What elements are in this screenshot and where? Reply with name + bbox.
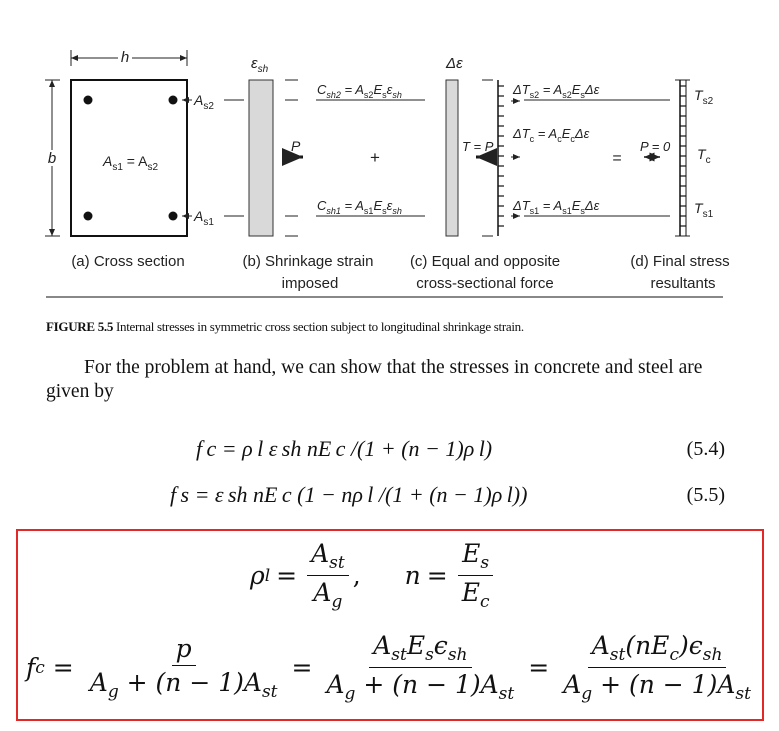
equals-sign: = <box>276 561 298 590</box>
delta-strain-bar <box>446 80 458 236</box>
caption-a: (a) Cross section <box>71 253 185 270</box>
figure-label: FIGURE 5.5 <box>46 319 114 334</box>
equation-5-5 <box>170 482 779 508</box>
panel-a-cross-section <box>44 49 244 236</box>
figure-caption-text: Internal stresses in symmetric cross section subject to longitudinal shrinkage strain. <box>113 319 524 334</box>
comma: , <box>352 561 361 590</box>
panel-captions <box>71 253 729 292</box>
label-csh2: $C_{sh2} = A_{s2}E_s\varepsilon_{sh}$ <box>317 82 402 100</box>
equation-5-4 <box>196 436 779 462</box>
stress-ticks-d <box>680 86 686 226</box>
label-p-zero: P = 0 <box>640 139 671 154</box>
panel-c-equal-opposite-force <box>445 55 670 236</box>
label-as1: $A_{s1}$ <box>194 208 214 228</box>
equals-sign: = <box>528 653 550 682</box>
equals-sign: = <box>291 653 313 682</box>
label-area-equality: $A_{s1} = A_{s2}$ <box>103 153 158 173</box>
rebar-dot <box>84 96 93 105</box>
fraction-2: $\frac{A_{st}E_s\epsilon_{sh}}{A_g + (n - 1)A_{st}}$ <box>326 631 515 704</box>
rho-fraction: $\frac{A_{st}}{A_g}$ <box>307 539 349 612</box>
label-dtc: $\Delta T_c = A_cE_c\Delta\varepsilon$ <box>513 126 590 144</box>
panel-b-shrinkage-strain <box>249 55 425 236</box>
fraction-1: $\frac{p}{A_g + (n - 1)A_{st}}$ <box>89 633 278 702</box>
n-symbol: n <box>404 561 421 590</box>
label-ts2: $T_{s2}$ <box>694 87 714 107</box>
label-h: h <box>120 49 130 66</box>
fraction-3: $\frac{A_{st}(nE_c)\epsilon_{sh}}{A_g + (n - 1)A_{st}}$ <box>563 631 751 704</box>
figure-5-5 <box>0 0 779 300</box>
rho-symbol: ρ <box>250 561 265 590</box>
label-p: P <box>291 138 301 154</box>
label-tc: $T_c$ <box>697 146 711 166</box>
strain-bar <box>249 80 273 236</box>
caption-c-line1: (c) Equal and opposite <box>409 253 561 270</box>
rho-subscript: l <box>264 565 271 586</box>
caption-d-line2: resultants <box>650 275 716 292</box>
label-t-equals-p: T = P <box>462 139 494 154</box>
rebar-dot <box>84 212 93 221</box>
definitions-row <box>250 539 498 612</box>
stress-ticks-c <box>498 86 504 226</box>
equation-5-4-text: f c = ρ l ε sh nE c /(1 + (n − 1)ρ l) <box>196 436 493 461</box>
label-esh: $\varepsilon_{sh}$ <box>251 55 269 75</box>
label-csh1: $C_{sh1} = A_{s1}E_s\varepsilon_{sh}$ <box>317 198 402 216</box>
n-fraction: $\frac{E_s}{E_c}$ <box>458 539 494 612</box>
fc-derivation-row <box>26 631 759 704</box>
equation-5-5-number: (5.5) <box>686 484 725 506</box>
equals-sign: = <box>426 561 448 590</box>
fc-symbol: f <box>26 653 36 682</box>
equation-5-5-text: f s = ε sh nE c (1 − nρ l /(1 + (n − 1)ρ l)) <box>170 482 528 507</box>
label-ts1: $T_{s1}$ <box>694 200 714 220</box>
rebar-dot <box>169 212 178 221</box>
fc-subscript: c <box>35 657 45 678</box>
caption-d-line1: (d) Final stress <box>630 253 730 270</box>
label-b: b <box>47 150 57 167</box>
caption-c-line2: cross-sectional force <box>416 275 554 292</box>
label-dts1: $\Delta T_{s1} = A_{s1}E_s\Delta\varepsilon$ <box>513 198 600 216</box>
caption-b-line2: imposed <box>281 275 339 292</box>
equals-sign: = <box>52 653 74 682</box>
label-as2: $A_{s2}$ <box>194 92 214 112</box>
label-delta-eps: Δε <box>446 55 463 72</box>
caption-b-line1: (b) Shrinkage strain <box>242 253 374 270</box>
equation-5-4-number: (5.4) <box>686 438 725 460</box>
label-plus: + <box>370 148 380 167</box>
body-paragraph: For the problem at hand, we can show that the stresses in concrete and steel are given by <box>46 357 703 402</box>
highlight-box <box>16 529 764 721</box>
label-equals: = <box>612 150 622 167</box>
label-dts2: $\Delta T_{s2} = A_{s2}E_s\Delta\varepsilon$ <box>513 82 600 100</box>
rebar-dot <box>169 96 178 105</box>
figure-caption <box>46 319 524 335</box>
panel-d-final-resultants <box>640 80 714 236</box>
